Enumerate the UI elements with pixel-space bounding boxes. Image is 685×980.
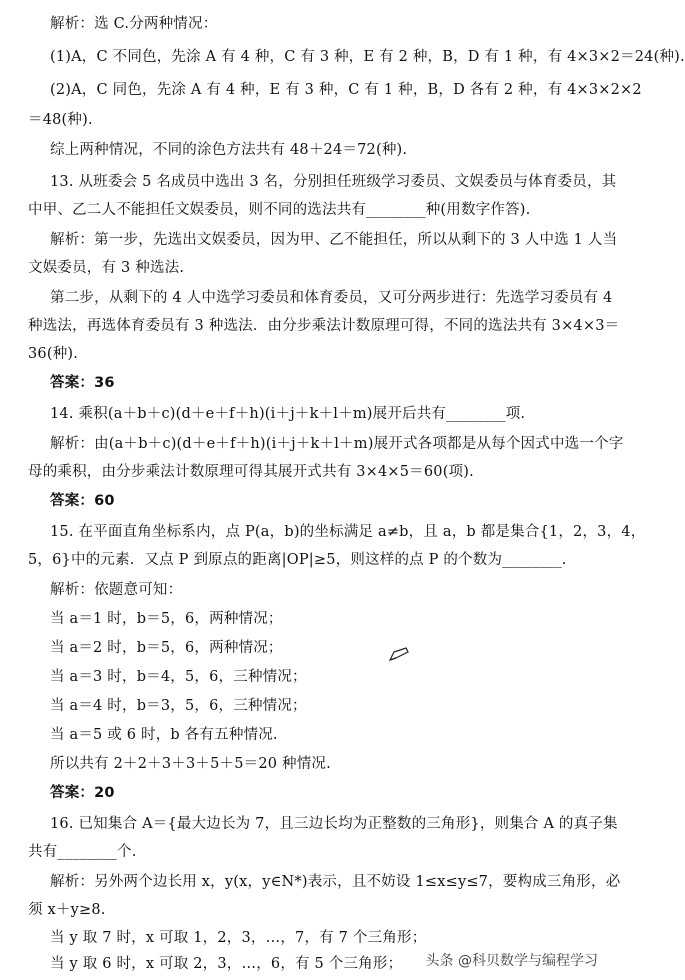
solution-16-line-1: 解析：另外两个边长用 x，y(x，y∈N*)表示，且不妨设 1≤x≤y≤7，要构成三角形，必 [50,874,621,890]
solution-15-case-a56: 当 a＝5 或 6 时，b 各有五种情况. [50,727,278,743]
problem-16-line-2: 共有________个. [28,844,137,860]
solution-16-case-y7: 当 y 取 7 时，x 可取 1，2，3，…，7，有 7 个三角形； [50,930,427,946]
solution-12-case-1: (1)A，C 不同色，先涂 A 有 4 种，C 有 3 种，E 有 2 种，B，D 有 1 种，有 4×3×2＝24(种). [50,49,685,65]
solution-15-case-a2: 当 a＝2 时，b＝5，6，两种情况； [50,640,283,656]
solution-14-line-2: 母的乘积，由分步乘法计数原理可得其展开式共有 3×4×5＝60(项). [28,464,474,480]
solution-12-case-2-cont: ＝48(种). [28,112,93,128]
problem-13-line-1: 13. 从班委会 5 名成员中选出 3 名，分别担任班级学习委员、文娱委员与体育委员，其 [50,174,617,190]
solution-15-summary: 所以共有 2＋2＋3＋3＋5＋5＝20 种情况. [50,756,331,772]
solution-15-case-a3: 当 a＝3 时，b＝4，5，6，三种情况； [50,669,307,685]
problem-15-line-2: 5，6}中的元素．又点 P 到原点的距离|OP|≥5，则这样的点 P 的个数为________. [28,552,567,568]
problem-16-line-1: 16. 已知集合 A＝{最大边长为 7，且三边长均为正整数的三角形}，则集合 A 的真子集 [50,816,618,832]
watermark: 头条 @科贝数学与编程学习 [425,953,598,969]
pencil-cursor-icon [388,646,410,662]
solution-12-summary: 综上两种情况，不同的涂色方法共有 48＋24＝72(种). [50,142,408,158]
solution-13-line-5: 36(种). [28,346,79,362]
solution-15-case-a4: 当 a＝4 时，b＝3，5，6，三种情况； [50,698,307,714]
problem-14: 14. 乘积(a＋b＋c)(d＋e＋f＋h)(i＋j＋k＋l＋m)展开后共有________项. [50,406,526,422]
solution-13-line-4: 种选法，再选体育委员有 3 种选法．由分步乘法计数原理可得，不同的选法共有 3×4×3＝ [28,318,620,334]
solution-16-line-2: 须 x＋y≥8. [28,902,106,918]
solution-13-line-1: 解析：第一步，先选出文娱委员，因为甲、乙不能担任，所以从剩下的 3 人中选 1 人当 [50,232,618,248]
problem-15-line-1: 15. 在平面直角坐标系内，点 P(a，b)的坐标满足 a≠b，且 a，b 都是集合{1，2，3，4， [50,524,646,540]
solution-16-case-y6: 当 y 取 6 时，x 可取 2，3，…，6，有 5 个三角形； [50,956,403,972]
solution-15-case-a1: 当 a＝1 时，b＝5，6，两种情况； [50,611,283,627]
solution-12-case-2: (2)A，C 同色，先涂 A 有 4 种，E 有 3 种，C 有 1 种，B，D 各有 2 种，有 4×3×2×2 [50,82,642,98]
problem-13-line-2: 中甲、乙二人不能担任文娱委员，则不同的选法共有________种(用数字作答). [28,202,531,218]
answer-14: 答案：60 [50,493,115,509]
solution-14-line-1: 解析：由(a＋b＋c)(d＋e＋f＋h)(i＋j＋k＋l＋m)展开式各项都是从每个因式中选一个字 [50,436,624,452]
solution-13-line-3: 第二步，从剩下的 4 人中选学习委员和体育委员，又可分两步进行：先选学习委员有 4 [50,290,613,306]
solution-12-header: 解析：选 C.分两种情况： [50,16,218,32]
answer-13: 答案：36 [50,375,115,391]
solution-15-header: 解析：依题意可知： [50,582,183,598]
solution-13-line-2: 文娱委员，有 3 种选法. [28,260,185,276]
answer-15: 答案：20 [50,785,115,801]
